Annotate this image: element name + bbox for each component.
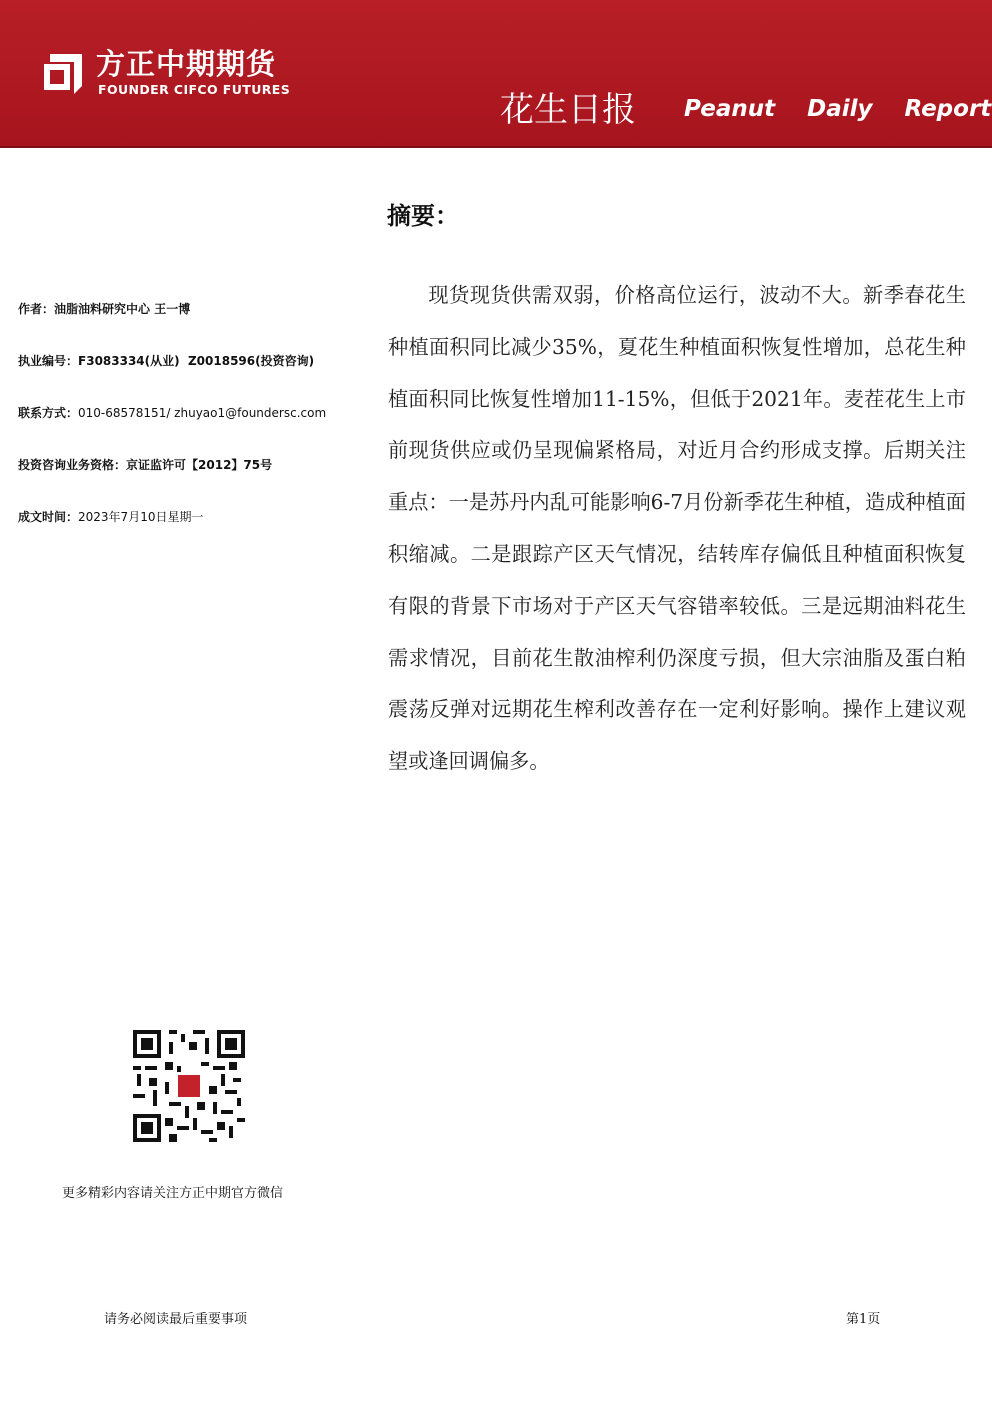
header-divider	[0, 146, 992, 148]
report-title-en-word: Report	[904, 96, 992, 122]
founder-logo-icon	[40, 50, 86, 96]
brand-name-cn: 方正中期期货	[96, 47, 277, 81]
qualification-line	[18, 456, 272, 473]
report-title-en-word: Daily	[807, 96, 873, 122]
qr-code-icon	[133, 1030, 245, 1142]
date-value: 2023年7月10日星期一	[78, 510, 204, 524]
contact-line	[18, 404, 326, 421]
contact-label: 联系方式：	[18, 406, 79, 420]
author-value: 油脂油料研究中心 王一博	[54, 302, 191, 316]
summary-body: 现货现货供需双弱，价格高位运行，波动不大。新季春花生种植面积同比减少35%，夏花生种植面积恢复性增加，总花生种植面积同比恢复性增加11-15%，但低于2021年。麦茬花生上市前现货供应或仍呈现偏紧格局，对近月合约形成支撑。后期关注重点：一是苏丹内乱可能影响6-7月份新季花生种植，造成种植面积缩减。二是跟踪产区天气情况，结转库存偏低且种植面积恢复有限的背景下市场对于产区天气容错率较低。三是远期油料花生需求情况，目前花生散油榨利仍深度亏损，但大宗油脂及蛋白粕震荡反弹对远期花生榨利改善存在一定利好影响。操作上建议观望或逢回调偏多。	[388, 283, 966, 774]
report-header-band	[0, 0, 992, 146]
qualification-value: 京证监许可【2012】75号	[126, 458, 273, 472]
brand-name-en: FOUNDER CIFCO FUTURES	[98, 82, 291, 97]
author-label: 作者：	[18, 302, 55, 316]
contact-value: 010-68578151/ zhuyao1@foundersc.com	[78, 406, 327, 420]
page-number: 第1页	[846, 1312, 881, 1327]
summary-title: 摘要：	[387, 202, 459, 230]
qualification-label: 投资咨询业务资格：	[18, 458, 127, 472]
footer-note: 请务必阅读最后重要事项	[104, 1312, 248, 1327]
date-label: 成文时间：	[18, 510, 79, 524]
report-title-en-word: Peanut	[684, 96, 776, 122]
report-title-cn: 花生日报	[500, 90, 636, 130]
qr-caption: 更多精彩内容请关注方正中期官方微信	[62, 1186, 284, 1201]
report-title-en	[684, 96, 991, 122]
license-label: 执业编号：	[18, 354, 79, 368]
license-line	[18, 352, 314, 369]
author-line	[18, 300, 190, 317]
date-line	[18, 508, 203, 525]
license-value: F3083334(从业) Z0018596(投资咨询)	[78, 354, 315, 368]
